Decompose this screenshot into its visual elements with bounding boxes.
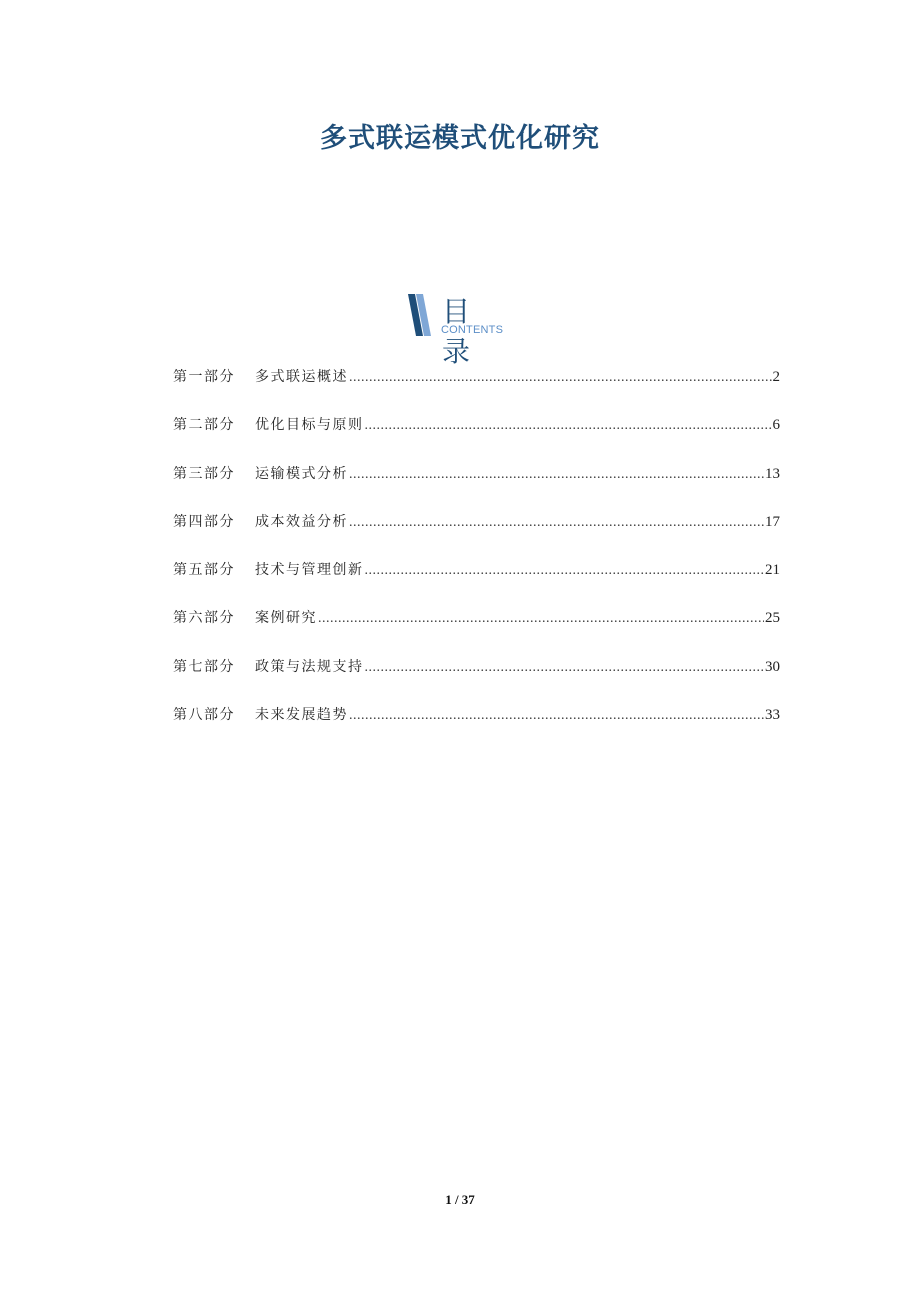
toc-entry[interactable] — [173, 511, 780, 559]
toc-entry-part: 第五部分 — [173, 562, 235, 579]
toc-entry-part: 第二部分 — [173, 417, 235, 434]
toc-leader-dots — [318, 611, 764, 627]
toc-entry[interactable] — [173, 607, 780, 655]
toc-entry-title: 技术与管理创新 — [255, 562, 364, 579]
toc-entry-part: 第六部分 — [173, 610, 235, 627]
toc-entry-title: 案例研究 — [255, 610, 317, 627]
toc-entry-title: 运输模式分析 — [255, 465, 348, 482]
toc-bookmark-icon — [406, 294, 432, 338]
page-indicator: 1 / 37 — [445, 1192, 475, 1207]
toc-entry-title: 未来发展趋势 — [255, 707, 348, 724]
toc-entry-page: 25 — [765, 610, 780, 627]
toc-leader-dots — [365, 660, 765, 676]
toc-entry-part: 第三部分 — [173, 465, 235, 482]
toc-entry[interactable] — [173, 463, 780, 511]
table-of-contents — [173, 366, 780, 752]
toc-entry-title: 优化目标与原则 — [255, 417, 364, 434]
toc-entry-part: 第一部分 — [173, 369, 235, 385]
toc-entry[interactable] — [173, 559, 780, 607]
toc-entry-page: 33 — [765, 707, 780, 724]
toc-leader-dots — [349, 708, 764, 724]
toc-entry-part: 第八部分 — [173, 707, 235, 724]
document-title: 多式联运模式优化研究 — [320, 123, 600, 154]
toc-entry-part: 第七部分 — [173, 658, 235, 675]
toc-entry-page: 2 — [772, 369, 780, 385]
toc-entry-part: 第四部分 — [173, 513, 235, 530]
toc-heading: 目 录 — [442, 295, 483, 368]
toc-entry-page: 30 — [765, 658, 780, 675]
toc-subheading: CONTENTS — [441, 324, 504, 336]
toc-leader-dots — [349, 467, 764, 483]
toc-entry[interactable] — [173, 704, 780, 752]
toc-entry-page: 6 — [772, 417, 780, 434]
toc-leader-dots — [365, 418, 772, 434]
toc-header — [406, 292, 526, 368]
toc-entry-page: 13 — [765, 465, 780, 482]
toc-entry[interactable] — [173, 366, 780, 414]
toc-entry-page: 21 — [765, 562, 780, 579]
toc-entry-title: 成本效益分析 — [255, 513, 348, 530]
toc-entry[interactable] — [173, 414, 780, 462]
toc-leader-dots — [349, 515, 764, 531]
toc-entry-page: 17 — [765, 513, 780, 530]
toc-leader-dots — [365, 563, 765, 579]
toc-entry[interactable] — [173, 656, 780, 704]
toc-leader-dots — [349, 370, 772, 386]
toc-entry-title: 政策与法规支持 — [255, 658, 364, 675]
toc-entry-title: 多式联运概述 — [255, 369, 348, 385]
